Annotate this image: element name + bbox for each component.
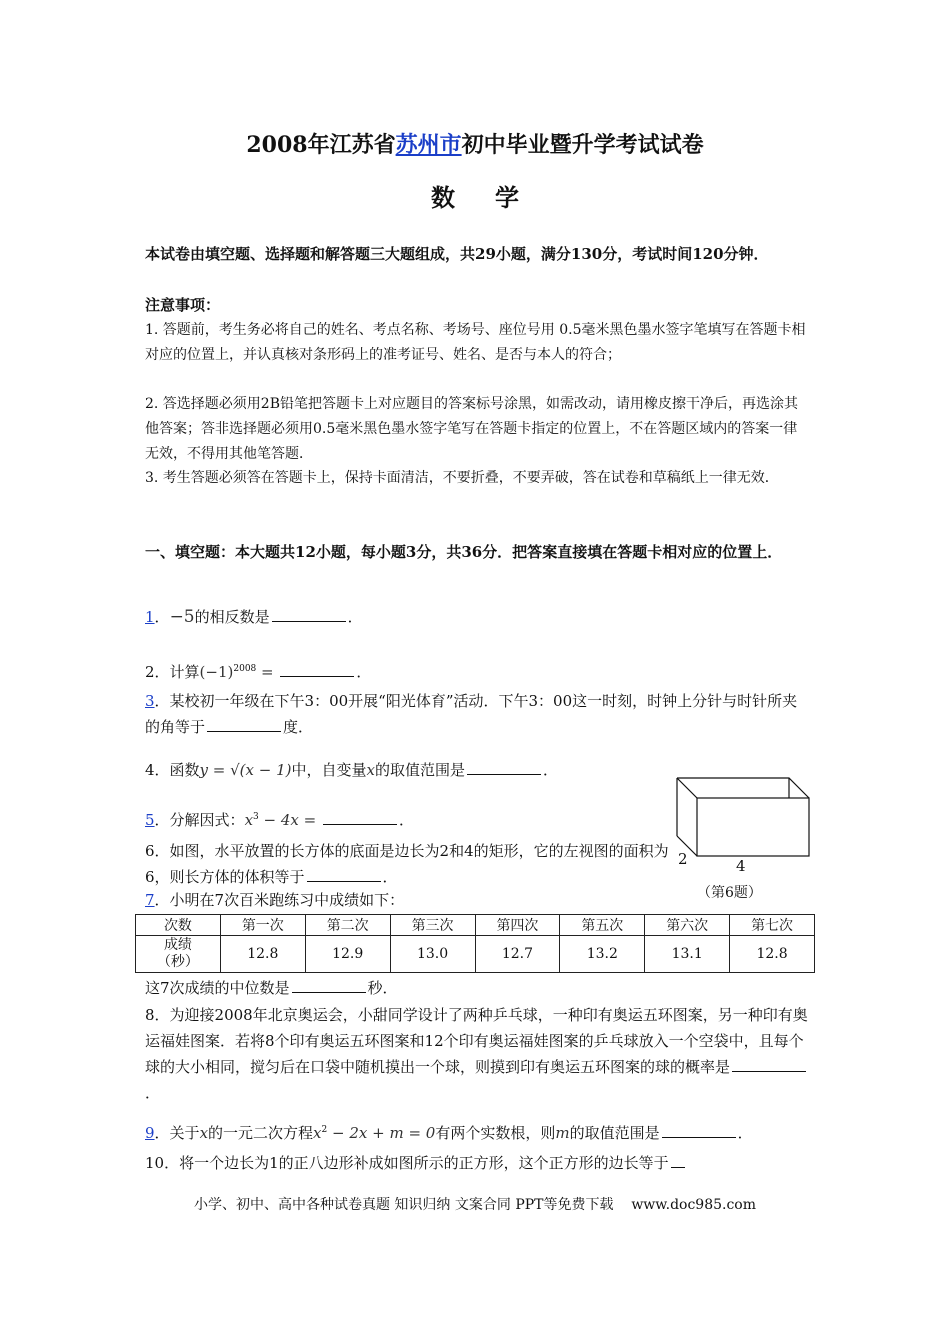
question-6-text: 6．如图，水平放置的长方体的底面是边长为2和4的矩形，它的左视图的面积为6，则长方体的体积等于 bbox=[145, 842, 669, 886]
question-3-number[interactable]: 3 bbox=[145, 692, 155, 710]
table-header-cell: 次数 bbox=[136, 915, 221, 936]
question-3-end: 度． bbox=[283, 718, 314, 736]
question-10 bbox=[145, 1150, 810, 1176]
table-cell: 12.7 bbox=[475, 936, 560, 973]
notice-item-1: 1. 答题前，考生务必将自己的姓名、考点名称、考场号、座位号用 0.5毫米黑色墨水签字笔填写在答题卡相对应的位置上，并认真核对条形码上的准考证号、姓名、是否与本人的符合； bbox=[145, 322, 806, 363]
table-header-cell: 第六次 bbox=[645, 915, 730, 936]
section-heading: 一、填空题：本大题共12小题，每小题3分，共36分．把答案直接填在答题卡相对应的位置上． bbox=[145, 543, 783, 561]
question-4-label: 4．函数 bbox=[145, 761, 200, 779]
figure-label-2: 2 bbox=[678, 850, 688, 868]
cuboid-drawing bbox=[675, 774, 815, 864]
question-1-end: ． bbox=[347, 608, 363, 626]
question-5-end: ． bbox=[398, 811, 414, 829]
question-5-number[interactable]: 5 bbox=[145, 811, 155, 829]
footer-site[interactable]: www.doc985.com bbox=[631, 1197, 757, 1213]
question-1-expr: −5 bbox=[169, 607, 195, 627]
answer-blank[interactable] bbox=[280, 662, 354, 677]
question-1 bbox=[145, 604, 810, 630]
answer-blank[interactable] bbox=[671, 1153, 685, 1168]
exam-summary: 本试卷由填空题、选择题和解答题三大题组成，共29小题，满分130分，考试时间120分钟． bbox=[145, 245, 769, 263]
answer-blank[interactable] bbox=[272, 607, 346, 622]
table-header-cell: 第五次 bbox=[560, 915, 645, 936]
row-label-cell bbox=[136, 936, 221, 973]
subject-title: 数学 bbox=[431, 183, 559, 212]
question-9-number[interactable]: 9 bbox=[145, 1124, 155, 1142]
question-9-mid: 的一元二次方程 bbox=[208, 1124, 314, 1142]
footer-text: 小学、初中、高中各种试卷真题 知识归纳 文案合同 PPT等免费下载 bbox=[193, 1197, 614, 1213]
table-cell: 12.8 bbox=[220, 936, 305, 973]
figure-caption: （第6题） bbox=[697, 885, 762, 901]
question-9-var: x bbox=[199, 1124, 209, 1142]
question-10-text: 10．将一个边长为1的正八边形补成如图所示的正方形，这个正方形的边长等于 bbox=[145, 1154, 669, 1172]
question-8 bbox=[145, 1002, 810, 1106]
row-label-line-2: （秒） bbox=[156, 954, 199, 970]
question-4-mid: 中，自变量 bbox=[291, 761, 367, 779]
question-1-sep: ． bbox=[154, 608, 170, 626]
question-8-text: 8．为迎接2008年北京奥运会，小甜同学设计了两种乒乓球，一种印有奥运五环图案，另一种印有奥运福娃图案．若将8个印有奥运五环图案和12个印有奥运福娃图案的乒乓球放入一个空袋中，且每个球的大小相同，搅匀后在口袋中随机摸出一个球，则摸到印有奥运五环图案的球的概率是 bbox=[145, 1006, 808, 1076]
answer-blank[interactable] bbox=[207, 717, 281, 732]
notice-title: 注意事项： bbox=[145, 296, 221, 314]
question-7 bbox=[145, 887, 810, 913]
question-9 bbox=[145, 1117, 810, 1146]
table-header-cell: 第七次 bbox=[730, 915, 815, 936]
question-5-expr: x bbox=[244, 811, 254, 829]
question-1-number[interactable]: 1 bbox=[145, 608, 155, 626]
table-cell: 12.9 bbox=[305, 936, 390, 973]
question-4-expr: y = √(x − 1) bbox=[199, 761, 292, 779]
question-8-end: ． bbox=[145, 1084, 161, 1102]
question-5-text: ．分解因式： bbox=[154, 811, 245, 829]
question-5-exp: 3 bbox=[253, 812, 259, 822]
question-5 bbox=[145, 804, 665, 833]
question-7-followup bbox=[145, 975, 810, 1001]
figure-label-4: 4 bbox=[736, 857, 746, 875]
city-link[interactable]: 苏州市 bbox=[395, 132, 462, 158]
table-header-cell: 第三次 bbox=[390, 915, 475, 936]
question-4-end: ． bbox=[543, 761, 559, 779]
table-header-cell: 第一次 bbox=[220, 915, 305, 936]
question-3-text: ．某校初一年级在下午3：00开展“阳光体育”活动．下午3：00这一时刻，时钟上分针与时针所夹的角等于 bbox=[145, 692, 798, 736]
row-label-line-1: 成绩 bbox=[163, 937, 192, 953]
question-9-text2: 有两个实数根，则 bbox=[435, 1124, 556, 1142]
notice-item-2: 2. 答选择题必须用2B铅笔把答题卡上对应题目的答案标号涂黑，如需改动，请用橡皮擦干净后，再选涂其他答案；答非选择题必须用0.5毫米黑色墨水签字笔写在答题卡指定的位置上，不在答题区域内的答案一律无效，不得用其他笔答题． bbox=[145, 396, 799, 462]
question-7-number[interactable]: 7 bbox=[145, 891, 155, 909]
answer-blank[interactable] bbox=[732, 1057, 806, 1072]
table-cell: 12.8 bbox=[730, 936, 815, 973]
cuboid-figure bbox=[675, 774, 815, 899]
question-2-label: 2．计算 bbox=[145, 663, 200, 681]
answer-blank[interactable] bbox=[292, 978, 366, 993]
question-9-exp: 2 bbox=[321, 1125, 328, 1135]
answer-blank[interactable] bbox=[467, 760, 541, 775]
title-suffix: 初中毕业暨升学考试试卷 bbox=[461, 132, 704, 158]
question-6 bbox=[145, 838, 670, 890]
question-2-end: ． bbox=[356, 663, 372, 681]
answer-blank[interactable] bbox=[307, 867, 381, 882]
question-7-text: ．小明在7次百米跑练习中成绩如下： bbox=[154, 891, 405, 909]
question-9-text3: 的取值范围是 bbox=[569, 1124, 660, 1142]
question-2 bbox=[145, 656, 810, 685]
scores-table bbox=[135, 914, 815, 973]
question-3 bbox=[145, 688, 810, 740]
table-cell: 13.1 bbox=[645, 936, 730, 973]
page-footer bbox=[0, 1194, 950, 1214]
table-row bbox=[136, 936, 815, 973]
question-2-eq: = bbox=[256, 663, 279, 681]
notice-item-3: 3. 考生答题必须答在答题卡上，保持卡面清洁，不要折叠，不要弄破，答在试卷和草稿纸上一律无效． bbox=[145, 470, 779, 486]
question-9-pre: ．关于 bbox=[154, 1124, 200, 1142]
question-2-exp: 2008 bbox=[233, 664, 257, 674]
question-6-end: ． bbox=[382, 868, 398, 886]
question-9-expr: x bbox=[313, 1124, 322, 1142]
question-2-expr: (−1) bbox=[199, 663, 234, 681]
question-4-text: 的取值范围是 bbox=[374, 761, 465, 779]
table-cell: 13.0 bbox=[390, 936, 475, 973]
exam-title bbox=[0, 128, 950, 159]
question-5-expr2: − 4x = bbox=[258, 811, 321, 829]
table-header-cell: 第四次 bbox=[475, 915, 560, 936]
question-4-var: x bbox=[366, 761, 375, 779]
table-header-cell: 第二次 bbox=[305, 915, 390, 936]
answer-blank[interactable] bbox=[662, 1123, 736, 1138]
question-9-var2: m bbox=[555, 1124, 570, 1142]
question-7-end: 秒． bbox=[367, 979, 398, 997]
question-9-expr2: − 2x + m = 0 bbox=[327, 1124, 436, 1142]
table-cell: 13.2 bbox=[560, 936, 645, 973]
question-7-after: 这7次成绩的中位数是 bbox=[145, 979, 290, 997]
question-9-end: ． bbox=[737, 1124, 753, 1142]
title-prefix: 2008年江苏省 bbox=[246, 132, 396, 158]
table-header-row bbox=[136, 915, 815, 936]
answer-blank[interactable] bbox=[323, 810, 397, 825]
question-1-text: 的相反数是 bbox=[194, 608, 270, 626]
